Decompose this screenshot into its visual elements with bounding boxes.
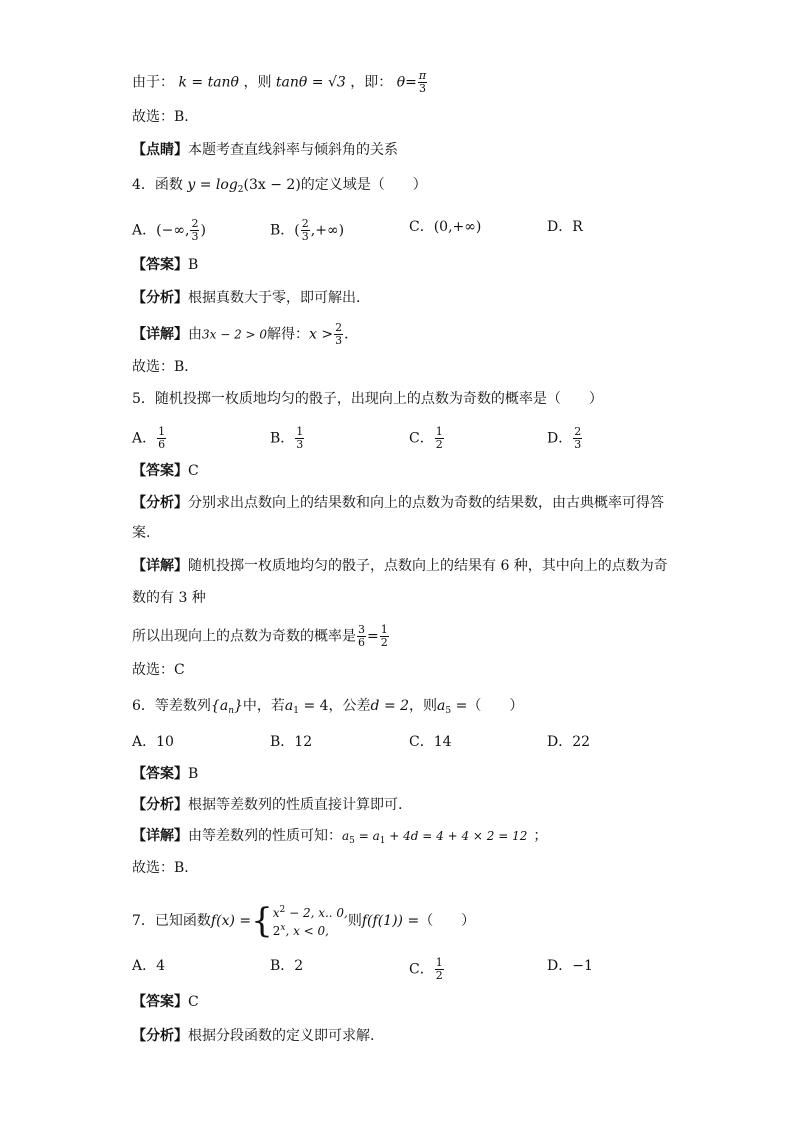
q5-select: 故选：C [132, 662, 185, 678]
option-label: B． [270, 222, 295, 239]
q5-analysis-2: 案. [132, 525, 151, 541]
text: 则 [347, 913, 362, 929]
text: ，则 [409, 698, 438, 714]
q6-answer [132, 765, 198, 783]
text: 的定义域是（ ） [300, 177, 427, 193]
q4-analysis [132, 289, 370, 307]
text: （ ） [419, 913, 476, 929]
math-k-tan: k = tanθ [178, 74, 239, 91]
math-a5: a [342, 829, 350, 843]
fraction [301, 218, 310, 243]
tag-dianjing: 【点睛】 [132, 142, 188, 158]
q7-answer [132, 993, 199, 1011]
option-label: A． [132, 222, 157, 239]
q5-option-a [132, 426, 167, 451]
text: 由于： [132, 74, 174, 91]
subscript: 5 [445, 706, 452, 716]
q4-option-a [132, 218, 206, 243]
math-a1: a [284, 698, 294, 714]
tag-answer: 【答案】 [132, 463, 188, 479]
text: 中，若 [242, 698, 285, 714]
answer-value: B [188, 766, 199, 782]
q5-option-d [547, 426, 583, 451]
q4-answer [132, 256, 198, 274]
tag-detail: 【详解】 [132, 558, 188, 574]
frac-den: 2 [435, 969, 443, 982]
case-base: 2 [272, 924, 281, 938]
frac-den: 3 [335, 334, 343, 347]
frac-den: 3 [574, 438, 582, 451]
subscript: 1 [293, 706, 299, 716]
log-argument: (3x − 2) [243, 177, 301, 193]
q5-calc [132, 624, 390, 649]
log-base: 2 [237, 185, 244, 195]
frac-num: π [418, 69, 427, 82]
option-label: D． [547, 219, 573, 235]
fraction [380, 624, 389, 649]
piecewise-cases [273, 903, 348, 939]
math-d: d = 2 [370, 698, 410, 714]
text: 随机投掷一枚质地均匀的骰子，点数向上的结果有 6 种，其中向上的点数为奇 [188, 558, 668, 574]
q5-detail-1 [132, 557, 668, 575]
text: 根据真数大于零，即可解出． [188, 290, 370, 306]
text: ，公差 [328, 698, 371, 714]
q6-option-d: D．22 [547, 734, 591, 750]
fraction [295, 426, 304, 451]
tag-analysis: 【分析】 [132, 797, 188, 813]
frac-num: 2 [335, 321, 343, 334]
case-row-1 [273, 903, 348, 921]
frac-num: 3 [358, 623, 365, 636]
text: 根据等差数列的性质直接计算即可. [188, 797, 403, 813]
answer-value: B [188, 257, 199, 273]
text: ； [533, 828, 548, 844]
option-label: B． [270, 430, 295, 447]
frac-den: 3 [301, 230, 309, 243]
case-text: − 2, x.. 0, [285, 906, 348, 920]
frac-num: 2 [574, 425, 582, 438]
superscript: x [280, 923, 286, 933]
frac-den: 6 [158, 438, 166, 451]
math-inequality: 3x − 2 > 0 [202, 327, 268, 342]
text: ，则 [243, 74, 272, 91]
fraction [573, 426, 582, 451]
question-6 [132, 697, 523, 720]
text: =（ ） [451, 698, 524, 714]
option-value: (0,+∞) [433, 219, 482, 235]
q7-option-a: A．4 [132, 958, 166, 974]
q6-option-b: B．12 [270, 734, 313, 750]
subscript: n [228, 706, 234, 716]
math-seq: {a [210, 698, 229, 714]
option-label: C． [409, 961, 434, 978]
interval-open: (−∞, [156, 222, 190, 239]
answer-value: C [188, 463, 199, 479]
tag-analysis: 【分析】 [132, 1028, 188, 1044]
text-line-1 [132, 70, 428, 95]
fraction [190, 218, 199, 243]
superscript: 2 [279, 905, 286, 915]
math-calc: + 4d = 4 + 4 × 2 = 12 [385, 829, 528, 843]
text: ，即： [350, 74, 393, 91]
option-label: C． [409, 430, 434, 447]
q5-detail-2: 数的有 3 种 [132, 590, 206, 606]
subscript: 5 [349, 836, 355, 846]
case-base: x [272, 906, 280, 920]
q4-option-b [270, 218, 344, 243]
q7-analysis [132, 1027, 374, 1045]
q6-option-c: C．14 [409, 734, 452, 750]
fraction [334, 322, 343, 347]
tag-detail: 【详解】 [132, 326, 188, 343]
q7-option-d: D．−1 [547, 958, 593, 974]
math-x-gt: x > [309, 326, 334, 343]
fraction [435, 426, 444, 451]
math-theta: θ= [396, 74, 417, 91]
math-fx: f(x) = [210, 913, 252, 929]
math-ff1: f(f(1)) = [361, 913, 420, 929]
q4-option-d [547, 218, 583, 236]
q4-select: 故选：B． [132, 359, 199, 375]
case-text: , x < 0, [285, 924, 329, 938]
math-y-log: y = log [187, 177, 238, 193]
case-row-2 [273, 921, 348, 939]
interval-close: ,+∞) [310, 222, 345, 239]
option-label: C． [409, 219, 434, 235]
q6-analysis [132, 796, 402, 814]
math-a1: = a [354, 829, 380, 843]
tag-answer: 【答案】 [132, 257, 188, 273]
text: 根据分段函数的定义即可求解. [188, 1028, 375, 1044]
q5-option-b [270, 426, 305, 451]
frac-den: 6 [358, 636, 365, 649]
fraction [357, 624, 366, 649]
text-line-2: 故选：B. [132, 109, 189, 125]
question-number: 4．函数 [132, 177, 183, 193]
interval-close: ) [200, 222, 206, 239]
text: 由 [188, 326, 202, 343]
tag-answer: 【答案】 [132, 766, 188, 782]
q7-option-c [409, 957, 445, 982]
frac-num: 1 [296, 425, 304, 438]
q6-select: 故选：B. [132, 860, 189, 876]
fraction-pi-3 [418, 70, 427, 95]
frac-num: 1 [435, 956, 443, 969]
tag-analysis: 【分析】 [132, 290, 188, 306]
text: 分别求出点数向上的结果数和向上的点数为奇数的结果数，由古典概率可得答 [188, 495, 664, 511]
fraction [157, 426, 166, 451]
frac-num: 1 [158, 425, 166, 438]
frac-num: 2 [301, 217, 309, 230]
frac-den: 2 [435, 438, 443, 451]
q5-answer [132, 462, 199, 480]
text: 由等差数列的性质可知： [188, 828, 342, 844]
text: 本题考查直线斜率与倾斜角的关系 [188, 142, 398, 158]
question-number: 7．已知函数 [132, 913, 211, 929]
q7-option-b: B．2 [270, 958, 304, 974]
q5-analysis-1 [132, 494, 664, 512]
question-number: 6．等差数列 [132, 698, 211, 714]
subscript: 1 [379, 836, 386, 846]
q4-option-c [409, 218, 481, 236]
frac-den: 2 [380, 636, 388, 649]
interval-open: ( [294, 222, 300, 239]
option-value: R [572, 219, 583, 235]
math-tan-sqrt3: tanθ = √3 [275, 74, 346, 91]
q4-detail [132, 322, 358, 347]
equals: = [367, 628, 379, 645]
answer-value: C [188, 994, 199, 1010]
frac-den: 3 [418, 82, 426, 95]
tag-detail: 【详解】 [132, 828, 188, 844]
frac-num: 1 [380, 623, 388, 636]
frac-den: 3 [191, 230, 199, 243]
q6-detail [132, 827, 547, 850]
frac-num: 1 [435, 425, 443, 438]
frac-num: 2 [191, 217, 199, 230]
frac-den: 3 [296, 438, 304, 451]
fraction [435, 957, 444, 982]
left-brace-icon: { [251, 901, 273, 941]
text: 解得： [267, 326, 310, 343]
dianjing-line [132, 141, 398, 159]
math-seq-close: } [233, 698, 243, 714]
tag-analysis: 【分析】 [132, 495, 188, 511]
text: ． [344, 326, 359, 343]
question-7 [132, 903, 475, 939]
q6-option-a: A．10 [132, 734, 174, 750]
math-a5: a [437, 698, 446, 714]
tag-answer: 【答案】 [132, 994, 188, 1010]
option-label: A． [132, 430, 157, 447]
option-label: D． [547, 430, 573, 447]
question-5: 5．随机投掷一枚质地均匀的骰子，出现向上的点数为奇数的概率是（ ） [132, 391, 603, 407]
text: 所以出现向上的点数为奇数的概率是 [132, 628, 356, 645]
q5-option-c [409, 426, 445, 451]
question-4 [132, 176, 427, 199]
math-value: = 4 [299, 698, 329, 714]
